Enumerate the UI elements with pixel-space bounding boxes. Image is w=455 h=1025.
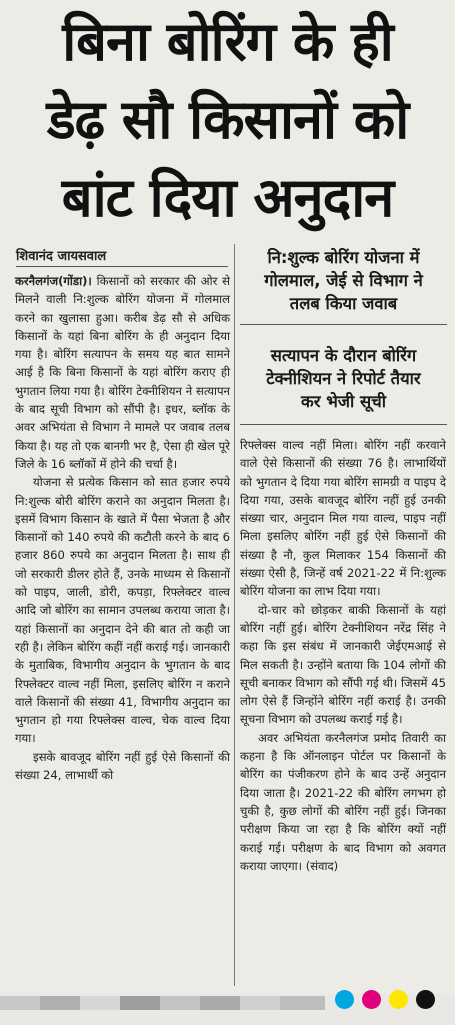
paragraph <box>15 473 230 747</box>
byline-divider <box>16 266 228 267</box>
tone-strip <box>200 996 240 1010</box>
paragraph-text: रिफ्लेक्स वाल्व नहीं मिला। बोरिंग नहीं करवाने वाले ऐसे किसानों की संख्या 76 है। लाभार्थियों को भुगतान दे दिया गया बोरिंग सामग्री व पाइप दे दिया गया, उसके बावजूद बोरिंग नहीं हुई उनकी संख्या चार, अनुदान मिल गया वाल्व, पाइप नहीं मिला इसलिए बोरिंग नहीं हुई ऐसे किसानों की संख्या है नौ, कुल मिलाकर 154 किसानों की संख्या ऐसी है, जिन्हें वर्ष 2021-22 में नि:शुल्क बोरिंग योजना का लाभ दिया गया। <box>240 438 446 599</box>
tone-strip <box>120 996 160 1010</box>
dateline: करनैलगंज(गोंडा)। <box>15 274 92 288</box>
subheading-1-line: तलब किया जवाब <box>289 294 398 313</box>
paragraph-text: किसानों को सरकार की ओर से मिलने वाली नि:शुल्क बोरिंग योजना में गोलमाल करने का खुलासा हुआ। करीब डेढ़ सौ से अधिक किसानों के यहां बिना बोरिंग के ही अनुदान दिया गया है। बोरिंग सत्यापन के समय यह बात सामने आई है कि बिना किसानों के यहां बोरिंग कराए ही भुगतान लिया गया है। बोरिंग टेक्नीशियन ने सत्यापन के बाद सूची विभाग को सौंपी है। इधर, ब्लॉक के अवर अभियंता से विभाग ने मामले पर जवाब तलब किया है। यह तो एक बानगी भर है, ऐसा ही खेल पूरे जिले के 16 ब्लॉकों में होने की चर्चा है। <box>15 274 230 471</box>
subheading-divider <box>240 424 447 425</box>
cyan-swatch <box>335 990 354 1009</box>
subheading-1-line: नि:शुल्क बोरिंग योजना में <box>267 248 420 267</box>
yellow-swatch <box>389 990 408 1009</box>
tone-strip <box>80 996 120 1010</box>
headline <box>0 4 455 238</box>
color-registration-marks <box>335 990 435 1009</box>
tone-strip <box>160 996 200 1010</box>
subheading-2 <box>240 344 447 413</box>
paragraph <box>240 729 446 875</box>
tone-strip <box>240 996 280 1010</box>
subheading-2-line: कर भेजी सूची <box>301 392 386 411</box>
paragraph-text: अवर अभियंता करनैलगंज प्रमोद तिवारी का कहना है कि ऑनलाइन पोर्टल पर किसानों के बोरिंग का पंजीकरण होने के बाद उन्हें अनुदान दिया जाता है। 2021-22 की बोरिंग लगभग हो चुकी है, कुछ लोगों की बोरिंग नहीं हुई। जिनका परीक्षण किया जा रहा है कि बोरिंग क्यों नहीं कराई गई। परीक्षण के बाद विभाग को अवगत कराया जाएगा। (संवाद) <box>240 730 446 873</box>
tone-strip <box>40 996 80 1010</box>
headline-line-3: बांट दिया अनुदान <box>61 166 394 229</box>
paragraph-text: योजना से प्रत्येक किसान को सात हजार रुपये नि:शुल्क बोरी बोरिंग कराने का अनुदान मिलता है। इसमें विभाग किसान के खाते में पैसा भेजता है और किसानों को 140 रुपये की कटौती करने के बाद 6 हजार 860 रुपये का अनुदान मिलता है। साथ ही जो सरकारी डीलर होते हैं, उनके माध्यम से किसानों को पाइप, जाली, डोरी, कपड़ा, रिफ्लेक्टर वाल्व आदि जो बोरिंग का सामान उपलब्ध कराया जाता है। यहां किसानों का अनुदान देने की बात तो कही जा रही है। लेकिन बोरिंग कहीं नहीं कराई गई। जानकारी के मुताबिक, विभागीय अनुदान के भुगतान के बाद रिफ्लेक्टर वाल्व नहीं मिला, इसलिए बोरिंग न कराने वाले किसानों की संख्या 41, विभागीय अनुदान का भुगतान हो गया रिफ्लेक्स वाल्व, चेक वाल्व दिया गया। <box>15 475 230 746</box>
article-column-1 <box>15 272 230 784</box>
paragraph <box>240 436 446 601</box>
subheading-divider <box>240 324 447 325</box>
paragraph-text: इसके बावजूद बोरिंग नहीं हुई ऐसे किसानों की संख्या 24, लाभार्थी को <box>15 749 230 783</box>
black-swatch <box>416 990 435 1009</box>
paragraph <box>15 272 230 473</box>
tone-strip <box>280 996 325 1010</box>
paragraph <box>240 601 446 729</box>
magenta-swatch <box>362 990 381 1009</box>
column-divider <box>234 244 235 986</box>
article-column-2 <box>240 436 446 875</box>
byline: शिवानंद जायसवाल <box>16 249 107 264</box>
headline-line-1: बिना बोरिंग के ही <box>62 10 393 73</box>
subheading-2-line: टेक्नीशियन ने रिपोर्ट तैयार <box>266 369 421 388</box>
tone-strip <box>0 996 40 1010</box>
paragraph <box>15 748 230 785</box>
headline-line-2: डेढ़ सौ किसानों को <box>46 88 409 151</box>
paragraph-text: दो-चार को छोड़कर बाकी किसानों के यहां बोरिंग नहीं हुई। बोरिंग टेक्नीशियन नरेंद्र सिंह ने कहा कि इस संबंध में जानकारी जेईएमआई से मिल सकती है। उन्होंने बताया कि 104 लोगों की सूची बनाकर विभाग को सौंपी गई थी। जिसमें 45 लोग ऐसे हैं जिन्होंने बोरिंग नहीं कराई है। उनकी सूचना विभाग को उपलब्ध कराई गई है। <box>240 602 446 727</box>
subheading-1 <box>240 246 447 315</box>
subheading-2-line: सत्यापन के दौरान बोरिंग <box>270 346 417 365</box>
subheading-1-line: गोलमाल, जेई से विभाग ने <box>264 271 423 290</box>
